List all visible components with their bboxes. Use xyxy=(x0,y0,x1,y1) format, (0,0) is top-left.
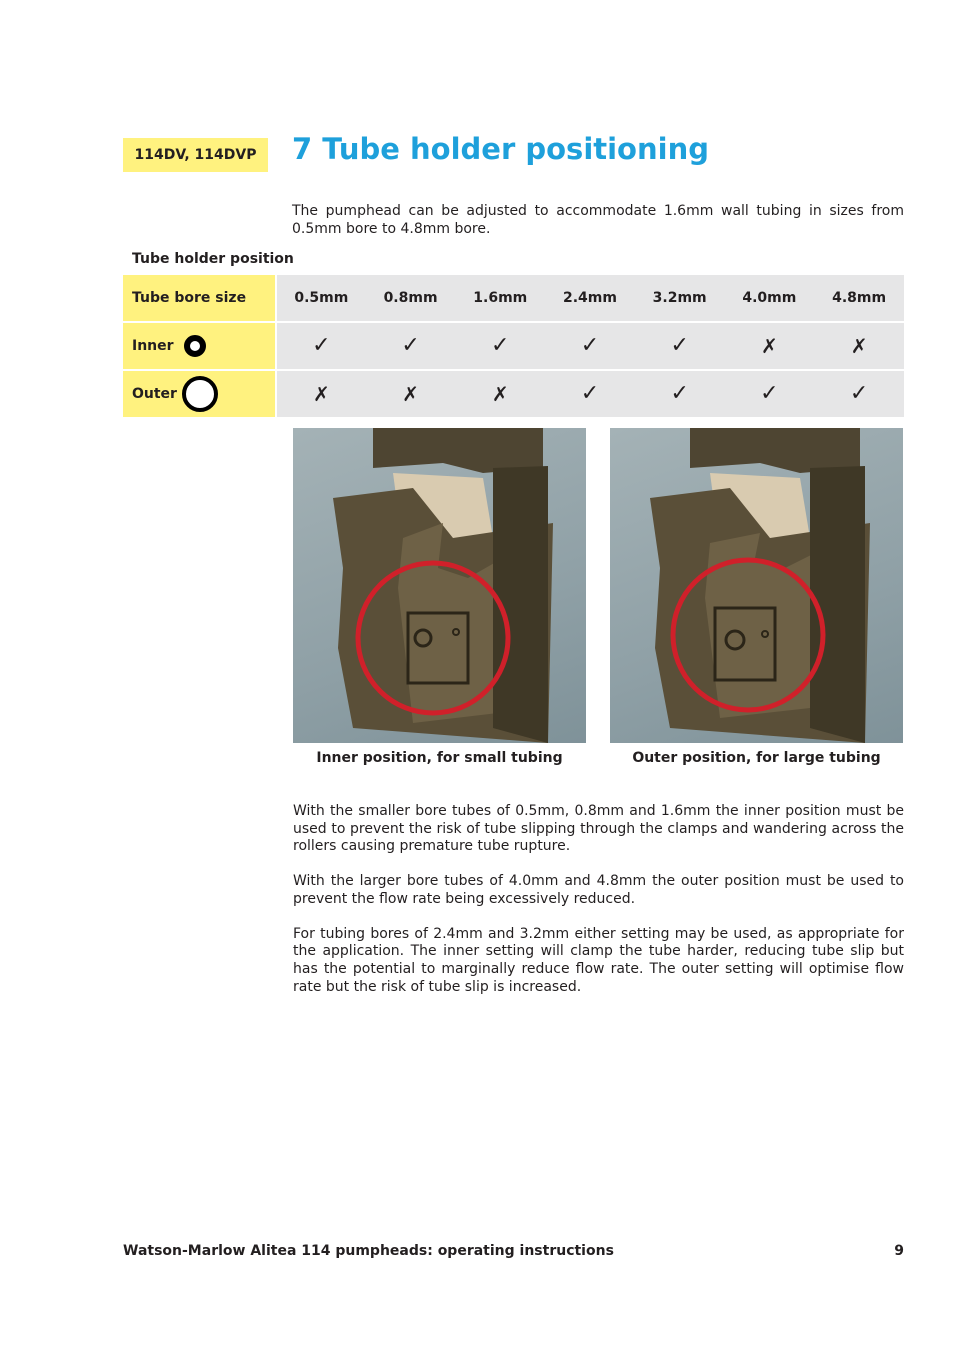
mark-icon: ✗ xyxy=(850,333,868,358)
intro-paragraph: The pumphead can be adjusted to accommodate 1.6mm wall tubing in sizes from 0.5mm bore to 4.8mm bore. xyxy=(292,203,904,237)
inner-label: Inner xyxy=(132,338,174,354)
mark-icon: ✗ xyxy=(491,381,509,406)
mark-icon: ✓ xyxy=(670,381,689,406)
size-header: 2.4mm xyxy=(545,275,635,322)
mark-icon: ✗ xyxy=(402,381,419,406)
inner-ring-icon xyxy=(184,335,206,357)
footer-title: Watson-Marlow Alitea 114 pumpheads: operating instructions xyxy=(123,1243,614,1259)
paragraph-small-bore: With the smaller bore tubes of 0.5mm, 0.8mm and 1.6mm the inner position must be used to prevent the risk of tube slipping through the clamps and wandering across the rollers causing premature tube rupture. xyxy=(293,803,904,855)
size-header: 0.8mm xyxy=(366,275,456,322)
mark-icon: ✗ xyxy=(760,333,778,358)
photo-inner-position xyxy=(293,428,586,743)
mark-icon: ✓ xyxy=(491,333,510,358)
mark-icon: ✓ xyxy=(670,333,689,358)
mark-icon: ✓ xyxy=(849,381,869,406)
size-header: 4.8mm xyxy=(814,275,904,322)
table-row-inner xyxy=(123,322,904,370)
tube-holder-table xyxy=(123,275,904,417)
row-label-outer xyxy=(123,370,276,417)
photo-caption-inner: Inner position, for small tubing xyxy=(316,750,563,766)
photo-outer-position xyxy=(610,428,903,743)
table-row-outer xyxy=(123,370,904,417)
table-caption: Tube holder position xyxy=(132,251,294,267)
section-title: 7 Tube holder positioning xyxy=(292,132,709,166)
mark-icon: ✓ xyxy=(760,381,779,406)
mark-icon: ✓ xyxy=(401,333,420,358)
header-label: Tube bore size xyxy=(123,275,276,322)
size-header: 1.6mm xyxy=(455,275,545,322)
mark-icon: ✗ xyxy=(312,381,330,406)
row-label-inner xyxy=(123,322,276,370)
mark-icon: ✓ xyxy=(312,333,331,358)
outer-ring-icon xyxy=(182,376,218,412)
mark-icon: ✓ xyxy=(580,333,600,358)
table-header-row xyxy=(123,275,904,322)
body-text xyxy=(293,803,904,1013)
model-tag: 114DV, 114DVP xyxy=(123,138,268,172)
size-header: 3.2mm xyxy=(635,275,725,322)
size-header: 0.5mm xyxy=(276,275,366,322)
paragraph-medium-bore: For tubing bores of 2.4mm and 3.2mm either setting may be used, as appropriate for the application. The inner setting will clamp the tube harder, reducing tube slip but has the potential to marginally reduce flow rate. The outer setting will optimise flow rate but the risk of tube slip is increased. xyxy=(293,925,904,995)
mark-icon: ✓ xyxy=(580,381,600,406)
paragraph-large-bore: With the larger bore tubes of 4.0mm and 4.8mm the outer position must be used to prevent the flow rate being excessively reduced. xyxy=(293,873,904,907)
outer-label: Outer xyxy=(132,386,177,402)
size-header: 4.0mm xyxy=(725,275,815,322)
photo-caption-outer: Outer position, for large tubing xyxy=(632,750,881,766)
page-number: 9 xyxy=(894,1243,904,1259)
